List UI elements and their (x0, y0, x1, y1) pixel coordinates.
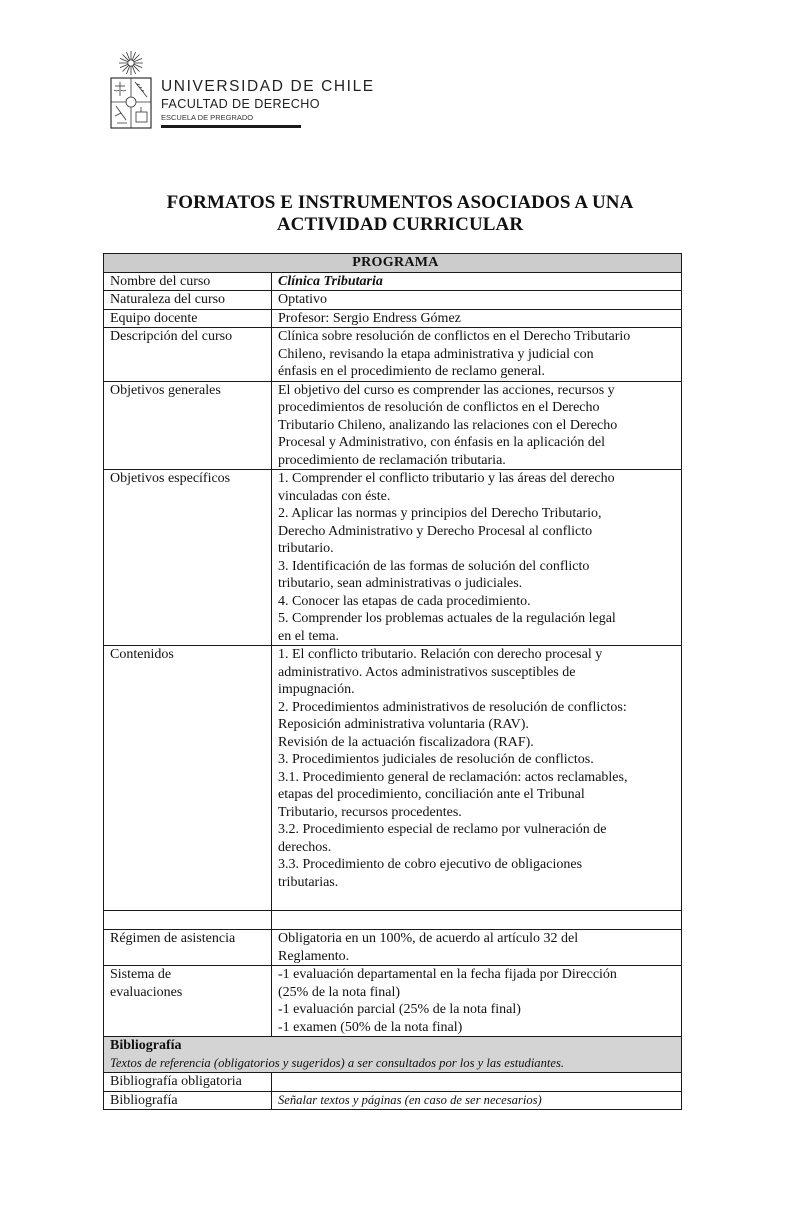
text-line: 3.1. Procedimiento general de reclamación: actos reclamables, (278, 769, 628, 785)
course-nature-value: Optativo (272, 291, 682, 310)
text-line: 3. Identificación de las formas de solución del conflicto (278, 558, 590, 574)
text-line: Reglamento. (278, 948, 350, 964)
text-line: derechos. (278, 839, 332, 855)
text-line: -1 evaluación parcial (25% de la nota final) (278, 1002, 521, 1017)
text-line: Sistema de (110, 967, 172, 982)
text-line: 2. Procedimientos administrativos de resolución de conflictos: (278, 699, 627, 715)
text-line: Derecho Administrativo y Derecho Procesal al conflicto (278, 523, 593, 539)
text-line: 3. Procedimientos judiciales de resolución de conflictos. (278, 752, 594, 767)
text-line: vinculadas con éste. (278, 488, 391, 504)
table-row (104, 470, 682, 646)
row-label: Bibliografía (104, 1091, 272, 1110)
logo-divider (161, 125, 301, 128)
text-line: administrativo. Actos administrativos susceptibles de (278, 664, 576, 680)
empty-cell (104, 911, 272, 930)
text-line: procedimiento de reclamación tributaria. (278, 452, 506, 468)
text-line: Tributario Chileno, analizando las relaciones con el Derecho (278, 417, 618, 433)
text-line: 3.3. Procedimiento de cobro ejecutivo de obligaciones (278, 857, 583, 872)
text-line: -1 examen (50% de la nota final) (278, 1019, 463, 1035)
text-line: 3.2. Procedimiento especial de reclamo por vulneración de (278, 822, 607, 837)
text-line: tributario. (278, 541, 334, 556)
row-label: Equipo docente (104, 309, 272, 328)
text-line: 1. El conflicto tributario. Relación con derecho procesal y (278, 647, 603, 662)
title-line: FORMATOS E INSTRUMENTOS ASOCIADOS A UNA (166, 192, 634, 213)
text-line: 4. Conocer las etapas de cada procedimiento. (278, 593, 531, 609)
bibliography-section (104, 1037, 682, 1073)
text-line: tributario, sean administrativas o judiciales. (278, 576, 523, 591)
document-title (100, 192, 700, 236)
row-label: Naturaleza del curso (104, 291, 272, 310)
course-name-value: Clínica Tributaria (272, 272, 682, 291)
text-line: El objetivo del curso es comprender las acciones, recursos y (278, 382, 615, 398)
text-line: Revisión de la actuación fiscalizadora (RAF). (278, 734, 534, 750)
table-row (104, 1091, 682, 1110)
contents-value (272, 646, 682, 911)
university-logo (108, 50, 375, 130)
text-line: 5. Comprender los problemas actuales de la regulación legal (278, 611, 616, 626)
table-header: PROGRAMA (104, 254, 682, 273)
text-line: Obligatoria en un 100%, de acuerdo al artículo 32 del (278, 931, 579, 946)
mandatory-bibliography-value (272, 1073, 682, 1092)
text-line: Clínica sobre resolución de conflictos en el Derecho Tributario (278, 329, 631, 344)
text-line: 2. Aplicar las normas y principios del Derecho Tributario, (278, 506, 602, 521)
school-name: ESCUELA DE PREGRADO (161, 113, 254, 122)
text-line: énfasis en el procedimiento de reclamo general. (278, 364, 546, 379)
row-label: Objetivos específicos (104, 470, 272, 646)
text-line: tributarias. (278, 874, 339, 890)
bibliography-title: Bibliografía (110, 1038, 182, 1053)
row-label: Descripción del curso (104, 328, 272, 382)
text-line: etapas del procedimiento, conciliación ante el Tribunal (278, 787, 585, 802)
row-label: Nombre del curso (104, 272, 272, 291)
table-header-row (104, 254, 682, 273)
text-line: en el tema. (278, 628, 340, 644)
title-line: ACTIVIDAD CURRICULAR (276, 214, 524, 235)
table-row (104, 381, 682, 470)
attendance-value (272, 930, 682, 966)
program-table (103, 253, 682, 1110)
text-line: Chileno, revisando la etapa administrativa y judicial con (278, 346, 594, 362)
row-label: Contenidos (104, 646, 272, 911)
table-row (104, 328, 682, 382)
text-line: 1. Comprender el conflicto tributario y las áreas del derecho (278, 471, 615, 486)
row-label: Régimen de asistencia (104, 930, 272, 966)
text-line: Tributario, recursos procedentes. (278, 804, 462, 820)
table-row (104, 272, 682, 291)
text-line: Reposición administrativa voluntaria (RAV). (278, 717, 529, 732)
table-row-empty (104, 911, 682, 930)
evaluation-system-value (272, 966, 682, 1037)
specific-objectives-value (272, 470, 682, 646)
text-line: Procesal y Administrativo, con énfasis en la aplicación del (278, 435, 605, 450)
teaching-team-value: Profesor: Sergio Endress Gómez (272, 309, 682, 328)
bibliography-section-row (104, 1037, 682, 1073)
bibliography-subtitle: Textos de referencia (obligatorios y sugeridos) a ser consultados por los y las estudiantes. (110, 1055, 565, 1070)
text-line: evaluaciones (110, 984, 183, 1000)
university-name: UNIVERSIDAD DE CHILE (161, 78, 375, 95)
table-row (104, 646, 682, 911)
row-label: Objetivos generales (104, 381, 272, 470)
text-line: (25% de la nota final) (278, 984, 401, 1000)
row-label (104, 966, 272, 1037)
table-row (104, 309, 682, 328)
course-description-value (272, 328, 682, 382)
crest-icon (108, 50, 154, 132)
text-line: impugnación. (278, 682, 355, 697)
row-label: Bibliografía obligatoria (104, 1073, 272, 1092)
table-row (104, 1073, 682, 1092)
empty-cell (272, 911, 682, 930)
table-row (104, 966, 682, 1037)
table-row (104, 930, 682, 966)
text-line: procedimientos de resolución de conflictos en el Derecho (278, 400, 600, 415)
general-objectives-value (272, 381, 682, 470)
faculty-name: FACULTAD DE DERECHO (161, 97, 320, 111)
table-row (104, 291, 682, 310)
bibliography-value: Señalar textos y páginas (en caso de ser necesarios) (272, 1091, 682, 1110)
text-line: -1 evaluación departamental en la fecha fijada por Dirección (278, 967, 617, 982)
